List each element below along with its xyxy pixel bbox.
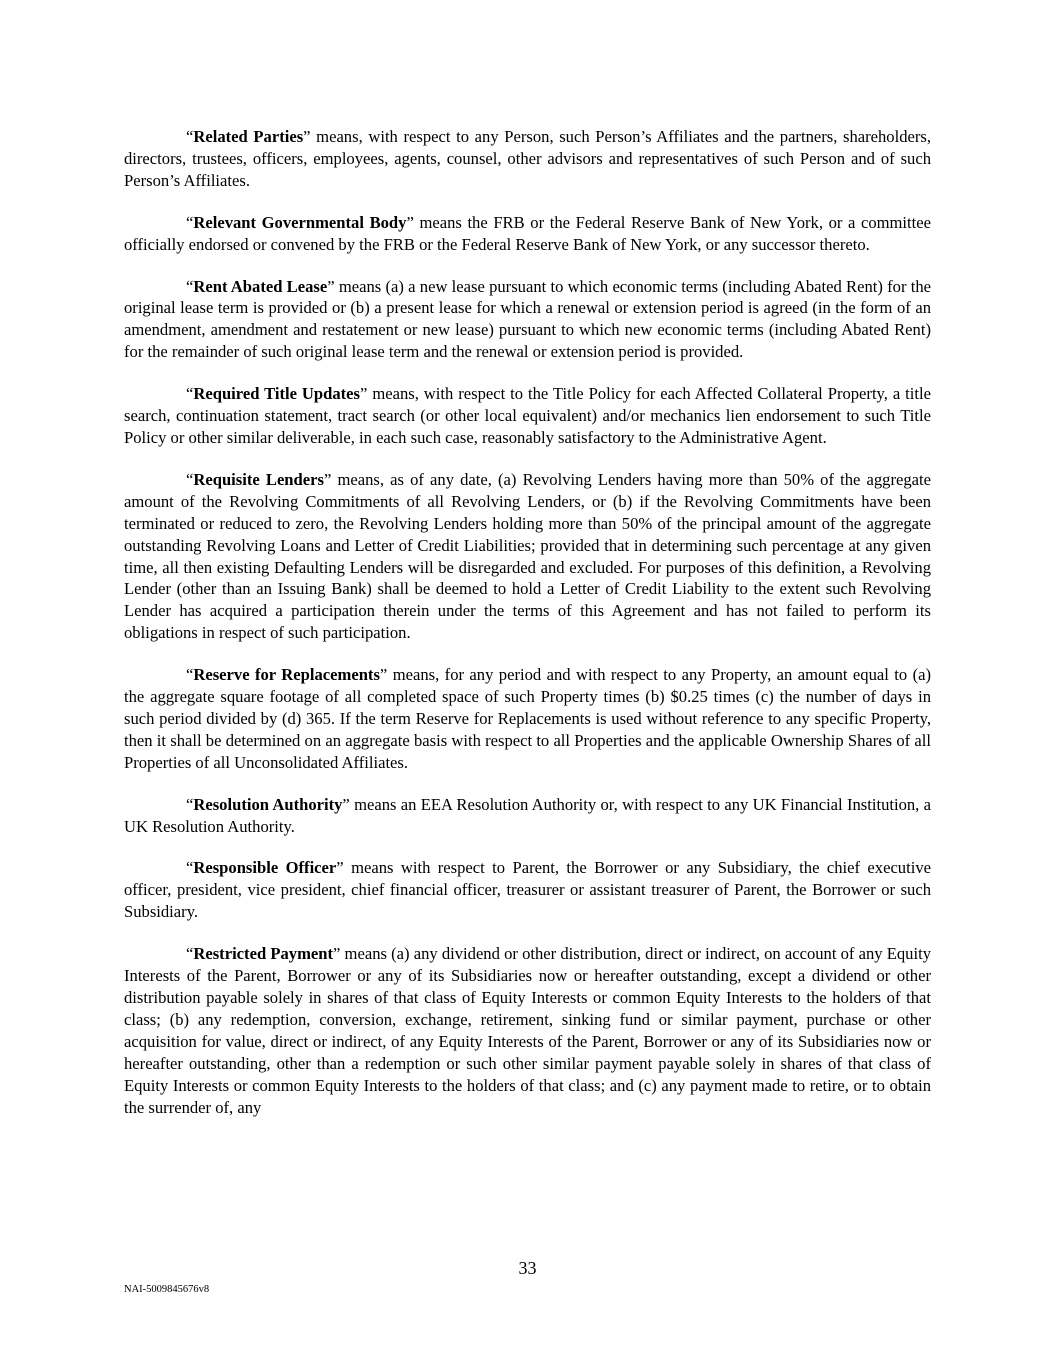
definition-text: means an EEA Resolution Authority or, with respect to any UK Financial Institution, a UK Resolution Authority. [124,794,931,836]
definition-text: means (a) a new lease pursuant to which economic terms (including Abated Rent) for the original lease term is provided or (b) a present lease for which a renewal or extension period is agreed (in the form of an amendment, amendment and restatement or new lease) pursuant to which new economic terms (including Abated Rent) for the remainder of such original lease term and the renewal or extension period is provided. [124,276,931,362]
defined-term: Related Parties [193,127,304,146]
definition-text: means, for any period and with respect to any Property, an amount equal to (a) the aggregate square footage of all completed space of such Property times (b) $0.25 times (c) the number of days in such period divided by (d) 365. If the term Reserve for Replacements is used without reference to any specific Property, then it shall be determined on an aggregate basis with respect to all Properties and the applicable Ownership Shares of all Properties of all Unconsolidated Affiliates. [124,665,931,772]
definition-reserve-for-replacements: “Reserve for Replacements” means, for any period and with respect to any Property, an amount equal to (a) the aggregate square footage of all completed space of such Property times (b) $0.25 times (c) the number of days in such period divided by (d) 365. If the term Reserve for Replacements is used without reference to any specific Property, then it shall be determined on an aggregate basis with respect to all Properties and the applicable Ownership Shares of all Properties of all Unconsolidated Affiliates. [124,665,931,772]
definition-restricted-payment: “Restricted Payment” means (a) any dividend or other distribution, direct or indirect, on account of any Equity Interests of the Parent, Borrower or any of its Subsidiaries now or hereafter outstanding, except a dividend or other distribution payable solely in shares of that class of Equity Interests or common Equity Interests to the holders of that class; (b) any redemption, conversion, exchange, retirement, sinking fund or similar payment, purchase or other acquisition for value, direct or indirect, of any Equity Interests of the Parent, Borrower or any of its Subsidiaries now or hereafter outstanding, other than a redemption or such other similar payment payable solely in shares of that class of Equity Interests or common Equity Interests to the holders of that class; and (c) any payment made to retire, or to obtain the surrender of, any [124,944,931,1117]
definition-text: means, as of any date, (a) Revolving Lenders having more than 50% of the aggregate amount of the Revolving Commitments of all Revolving Lenders, or (b) if the Revolving Commitments have been terminated or reduced to zero, the Revolving Lenders holding more than 50% of the principal amount of the aggregate outstanding Revolving Loans and Letter of Credit Liabilities; provided that in determining such percentage at any given time, all then existing Defaulting Lenders will be disregarded and excluded. For purposes of this definition, a Revolving Lender (other than an Issuing Bank) shall be deemed to hold a Letter of Credit Liability to the extent such Revolving Lender has acquired a participation therein under the terms of this Agreement and has not failed to perform its obligations in respect of such participation. [124,469,932,643]
definition-text: means, with respect to the Title Policy for each Affected Collateral Property, a title search, continuation statement, tract search (or other local equivalent) and/or mechanics lien endorsement to such Title Policy or other similar deliverable, in each such case, reasonably satisfactory to the Administrative Agent. [124,384,931,447]
definition-requisite-lenders: “Requisite Lenders” means, as of any date, (a) Revolving Lenders having more than 50% of the aggregate amount of the Revolving Commitments of all Revolving Lenders, or (b) if the Revolving Commitments have been terminated or reduced to zero, the Revolving Lenders holding more than 50% of the principal amount of the aggregate outstanding Revolving Loans and Letter of Credit Liabilities; provided that in determining such percentage at any given time, all then existing Defaulting Lenders will be disregarded and excluded. For purposes of this definition, a Revolving Lender (other than an Issuing Bank) shall be deemed to hold a Letter of Credit Liability to the extent such Revolving Lender has acquired a participation therein under the terms of this Agreement and has not failed to perform its obligations in respect of such participation. [124,469,932,643]
defined-term: Restricted Payment [193,944,334,964]
definition-resolution-authority: “Resolution Authority” means an EEA Resolution Authority or, with respect to any UK Financial Institution, a UK Resolution Authority. [124,794,931,836]
definition-text: means the FRB or the Federal Reserve Bank of New York, or a committee officially endorsed or convened by the FRB or the Federal Reserve Bank of New York, or any successor thereto. [124,212,931,254]
page-number: 33 [518,1258,537,1278]
definition-related-parties: “Related Parties” means, with respect to any Person, such Person’s Affiliates and the partners, shareholders, directors, trustees, officers, employees, agents, counsel, other advisors and representatives of such Person and of such Person’s Affiliates. [124,127,932,190]
document-body [124,126,931,1138]
defined-term: Requisite Lenders [193,469,324,489]
definition-text: means, with respect to any Person, such Person’s Affiliates and the partners, shareholders, directors, trustees, officers, employees, agents, counsel, other advisors and representatives of such Person and of such Person’s Affiliates. [124,127,932,190]
defined-term: Required Title Updates [193,384,360,404]
defined-term: Responsible Officer [193,858,337,878]
defined-term: Reserve for Replacements [193,665,380,685]
defined-term: Relevant Governmental Body [193,212,407,232]
definition-responsible-officer: “Responsible Officer” means with respect to Parent, the Borrower or any Subsidiary, the chief executive officer, president, vice president, chief financial officer, treasurer or assistant treasurer of Parent, the Borrower or such Subsidiary. [124,858,931,922]
definition-required-title-updates: “Required Title Updates” means, with respect to the Title Policy for each Affected Collateral Property, a title search, continuation statement, tract search (or other local equivalent) and/or mechanics lien endorsement to such Title Policy or other similar deliverable, in each such case, reasonably satisfactory to the Administrative Agent. [124,384,931,447]
document-id: NAI-5009845676v8 [124,1284,210,1295]
definition-text: means with respect to Parent, the Borrower or any Subsidiary, the chief executive officer, president, vice president, chief financial officer, treasurer or assistant treasurer of Parent, the Borrower or such Subsidiary. [124,858,931,922]
definition-text: means (a) any dividend or other distribution, direct or indirect, on account of any Equity Interests of the Parent, Borrower or any of its Subsidiaries now or hereafter outstanding, except a dividend or other distribution payable solely in shares of that class of Equity Interests or common Equity Interests to the holders of that class; (b) any redemption, conversion, exchange, retirement, sinking fund or similar payment, purchase or other acquisition for value, direct or indirect, of any Equity Interests of the Parent, Borrower or any of its Subsidiaries now or hereafter outstanding, other than a redemption or such other similar payment payable solely in shares of that class of Equity Interests or common Equity Interests to the holders of that class; and (c) any payment made to retire, or to obtain the surrender of, any [124,944,931,1117]
definition-rent-abated-lease: “Rent Abated Lease” means (a) a new lease pursuant to which economic terms (including Abated Rent) for the original lease term is provided or (b) a present lease for which a renewal or extension period is agreed (in the form of an amendment, amendment and restatement or new lease) pursuant to which new economic terms (including Abated Rent) for the remainder of such original lease term and the renewal or extension period is provided. [124,276,931,362]
defined-term: Resolution Authority [193,794,343,814]
definition-relevant-governmental-body: “Relevant Governmental Body” means the FRB or the Federal Reserve Bank of New York, or a committee officially endorsed or convened by the FRB or the Federal Reserve Bank of New York, or any successor thereto. [124,212,931,254]
defined-term: Rent Abated Lease [193,276,328,296]
